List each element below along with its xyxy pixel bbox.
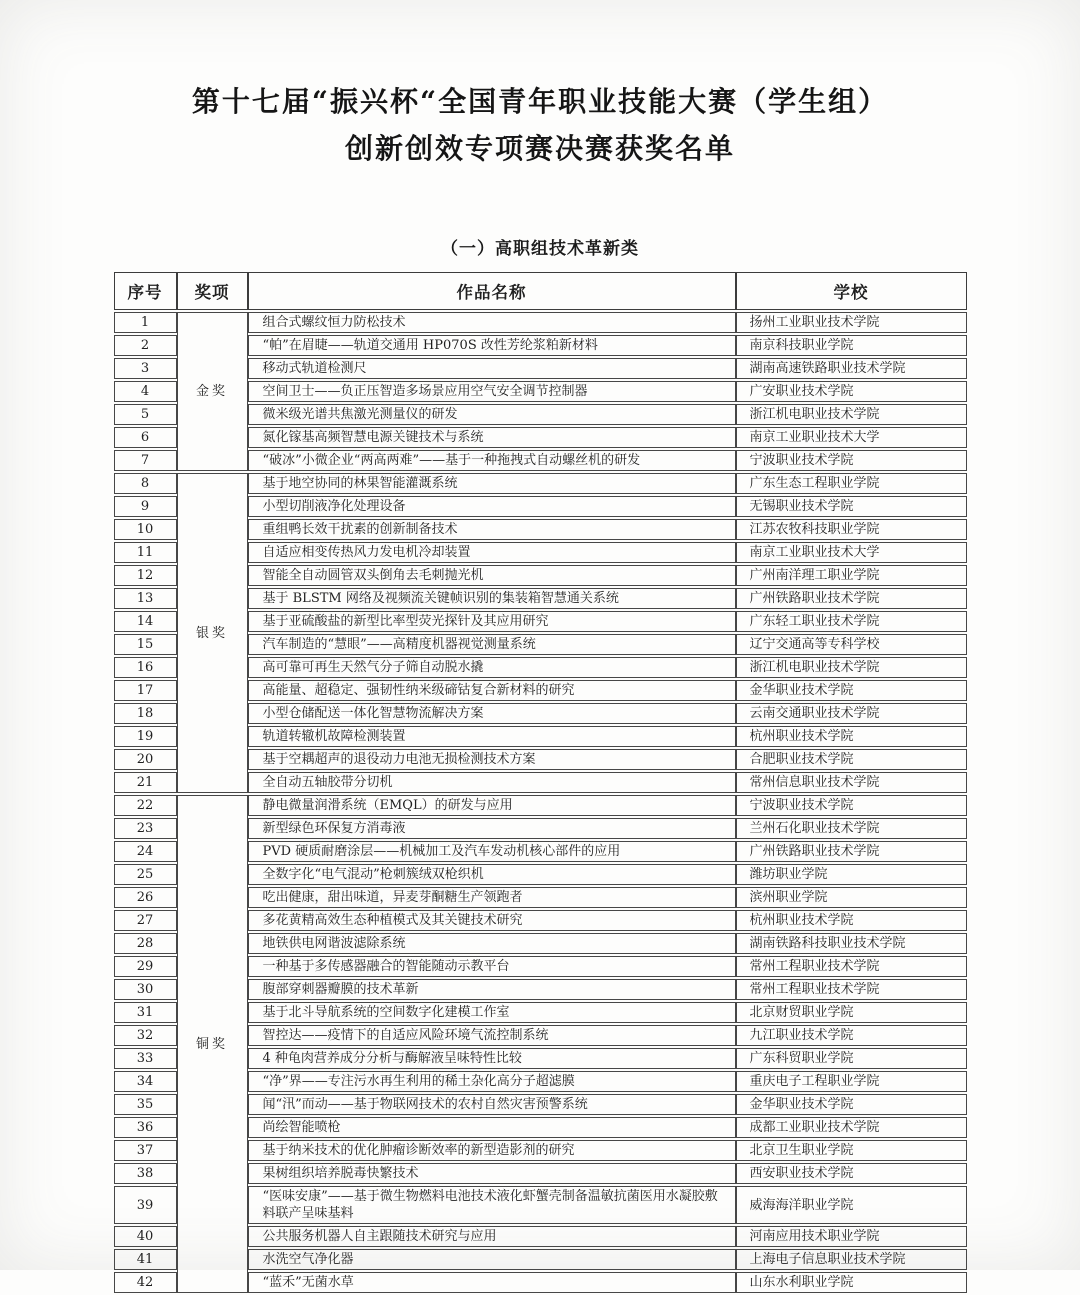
row-number: 22 xyxy=(114,795,177,816)
row-number: 1 xyxy=(114,312,177,333)
row-number: 20 xyxy=(114,749,177,770)
work-title-cell: 一种基于多传感器融合的智能随动示教平台 xyxy=(248,956,736,977)
row-number: 34 xyxy=(114,1071,177,1092)
row-number: 6 xyxy=(114,427,177,448)
row-number: 42 xyxy=(114,1272,177,1293)
work-title-cell: “帕”在眉睫——轨道交通用 HP070S 改性芳纶浆粕新材料 xyxy=(248,335,736,356)
row-number: 7 xyxy=(114,450,177,471)
award-cell: 银奖 xyxy=(177,473,248,793)
row-number: 32 xyxy=(114,1025,177,1046)
table-row xyxy=(114,473,967,494)
row-number: 35 xyxy=(114,1094,177,1115)
school-cell: 滨州职业学院 xyxy=(736,887,967,908)
school-cell: 扬州工业职业技术学院 xyxy=(736,312,967,333)
school-cell: 浙江机电职业技术学院 xyxy=(736,657,967,678)
school-cell: 杭州职业技术学院 xyxy=(736,910,967,931)
row-number: 21 xyxy=(114,772,177,793)
school-cell: 九江职业技术学院 xyxy=(736,1025,967,1046)
row-number: 28 xyxy=(114,933,177,954)
table-row xyxy=(114,795,967,816)
work-title-cell: 基于纳米技术的优化肿瘤诊断效率的新型造影剂的研究 xyxy=(248,1140,736,1161)
school-cell: 金华职业技术学院 xyxy=(736,680,967,701)
school-cell: 威海海洋职业学院 xyxy=(736,1186,967,1224)
school-cell: 西安职业技术学院 xyxy=(736,1163,967,1184)
row-number: 26 xyxy=(114,887,177,908)
school-cell: 辽宁交通高等专科学校 xyxy=(736,634,967,655)
row-number: 8 xyxy=(114,473,177,494)
work-title-cell: 尚绘智能喷枪 xyxy=(248,1117,736,1138)
work-title-cell: 地铁供电网谐波滤除系统 xyxy=(248,933,736,954)
work-title-cell: 吃出健康，甜出味道，异麦芽酮糖生产领跑者 xyxy=(248,887,736,908)
school-cell: 湖南铁路科技职业技术学院 xyxy=(736,933,967,954)
school-cell: 云南交通职业技术学院 xyxy=(736,703,967,724)
school-cell: 广州铁路职业技术学院 xyxy=(736,588,967,609)
row-number: 3 xyxy=(114,358,177,379)
work-title-cell: PVD 硬质耐磨涂层——机械加工及汽车发动机核心部件的应用 xyxy=(248,841,736,862)
work-title-cell: 全自动五轴胶带分切机 xyxy=(248,772,736,793)
row-number: 2 xyxy=(114,335,177,356)
work-title-cell: 自适应相变传热风力发电机冷却装置 xyxy=(248,542,736,563)
row-number: 23 xyxy=(114,818,177,839)
school-cell: 北京财贸职业学院 xyxy=(736,1002,967,1023)
work-title-cell: 高可靠可再生天然气分子筛自动脱水撬 xyxy=(248,657,736,678)
work-title-cell: 微米级光谱共焦激光测量仪的研发 xyxy=(248,404,736,425)
work-title-cell: 汽车制造的“慧眼”——高精度机器视觉测量系统 xyxy=(248,634,736,655)
row-number: 39 xyxy=(114,1186,177,1224)
header-award: 奖项 xyxy=(177,272,248,310)
school-cell: 广安职业技术学院 xyxy=(736,381,967,402)
work-title-cell: 小型切削液净化处理设备 xyxy=(248,496,736,517)
row-number: 4 xyxy=(114,381,177,402)
document-title-line-1: 第十七届“振兴杯“全国青年职业技能大赛（学生组） xyxy=(191,85,889,118)
school-cell: 合肥职业技术学院 xyxy=(736,749,967,770)
work-title-cell: 闻“汛”而动——基于物联网技术的农村自然灾害预警系统 xyxy=(248,1094,736,1115)
work-title-cell: “医味安康”——基于微生物燃料电池技术液化虾蟹壳制备温敏抗菌医用水凝胶敷料联产呈味基料 xyxy=(248,1186,736,1224)
school-cell: 杭州职业技术学院 xyxy=(736,726,967,747)
school-cell: 广州铁路职业技术学院 xyxy=(736,841,967,862)
work-title-cell: 新型绿色环保复方消毒液 xyxy=(248,818,736,839)
school-cell: 上海电子信息职业技术学院 xyxy=(736,1249,967,1270)
row-number: 18 xyxy=(114,703,177,724)
school-cell: 广东生态工程职业学院 xyxy=(736,473,967,494)
work-title-cell: 移动式轨道检测尺 xyxy=(248,358,736,379)
school-cell: 兰州石化职业技术学院 xyxy=(736,818,967,839)
work-title-cell: 全数字化“电气混动”枪刺簇绒双枪织机 xyxy=(248,864,736,885)
row-number: 27 xyxy=(114,910,177,931)
work-title-cell: 轨道转辙机故障检测装置 xyxy=(248,726,736,747)
header-school: 学校 xyxy=(736,272,967,310)
school-cell: 广东轻工职业技术学院 xyxy=(736,611,967,632)
school-cell: 重庆电子工程职业学院 xyxy=(736,1071,967,1092)
award-cell: 金奖 xyxy=(177,312,248,471)
row-number: 15 xyxy=(114,634,177,655)
row-number: 13 xyxy=(114,588,177,609)
school-cell: 南京工业职业技术大学 xyxy=(736,427,967,448)
work-title-cell: 智能全自动圆管双头倒角去毛刺抛光机 xyxy=(248,565,736,586)
school-cell: 山东水利职业学院 xyxy=(736,1272,967,1293)
school-cell: 常州信息职业技术学院 xyxy=(736,772,967,793)
school-cell: 宁波职业技术学院 xyxy=(736,450,967,471)
school-cell: 浙江机电职业技术学院 xyxy=(736,404,967,425)
row-number: 38 xyxy=(114,1163,177,1184)
award-cell: 铜奖 xyxy=(177,795,248,1293)
work-title-cell: 公共服务机器人自主跟随技术研究与应用 xyxy=(248,1226,736,1247)
work-title-cell: 智控达——疫情下的自适应风险环境气流控制系统 xyxy=(248,1025,736,1046)
row-number: 16 xyxy=(114,657,177,678)
row-number: 14 xyxy=(114,611,177,632)
work-title-cell: 小型仓储配送一体化智慧物流解决方案 xyxy=(248,703,736,724)
school-cell: 南京科技职业学院 xyxy=(736,335,967,356)
row-number: 11 xyxy=(114,542,177,563)
school-cell: 无锡职业技术学院 xyxy=(736,496,967,517)
work-title-cell: 基于亚硫酸盐的新型比率型荧光探针及其应用研究 xyxy=(248,611,736,632)
school-cell: 南京工业职业技术大学 xyxy=(736,542,967,563)
header-index: 序号 xyxy=(114,272,177,310)
row-number: 25 xyxy=(114,864,177,885)
row-number: 19 xyxy=(114,726,177,747)
work-title-cell: 腹部穿刺器瓣膜的技术革新 xyxy=(248,979,736,1000)
header-work-title: 作品名称 xyxy=(248,272,736,310)
work-title-cell: “蓝禾”无菌水草 xyxy=(248,1272,736,1293)
work-title-cell: 果树组织培养脱毒快繁技术 xyxy=(248,1163,736,1184)
school-cell: 金华职业技术学院 xyxy=(736,1094,967,1115)
work-title-cell: 静电微量润滑系统（EMQL）的研发与应用 xyxy=(248,795,736,816)
document-title xyxy=(0,0,1080,172)
row-number: 10 xyxy=(114,519,177,540)
school-cell: 广东科贸职业学院 xyxy=(736,1048,967,1069)
row-number: 5 xyxy=(114,404,177,425)
row-number: 33 xyxy=(114,1048,177,1069)
table-row xyxy=(114,312,967,333)
document-title-line-2: 创新创效专项赛决赛获奖名单 xyxy=(344,132,735,165)
school-cell: 常州工程职业技术学院 xyxy=(736,979,967,1000)
table-header-row xyxy=(114,272,967,310)
school-cell: 北京卫生职业学院 xyxy=(736,1140,967,1161)
work-title-cell: 基于地空协同的林果智能灌溉系统 xyxy=(248,473,736,494)
row-number: 24 xyxy=(114,841,177,862)
work-title-cell: 高能量、超稳定、强韧性纳米级碲钴复合新材料的研究 xyxy=(248,680,736,701)
work-title-cell: 4 种龟肉营养成分分析与酶解液呈味特性比较 xyxy=(248,1048,736,1069)
row-number: 17 xyxy=(114,680,177,701)
work-title-cell: 重组鸭长效干扰素的创新制备技术 xyxy=(248,519,736,540)
work-title-cell: 基于 BLSTM 网络及视频流关键帧识别的集装箱智慧通关系统 xyxy=(248,588,736,609)
school-cell: 宁波职业技术学院 xyxy=(736,795,967,816)
work-title-cell: 氮化镓基高频智慧电源关键技术与系统 xyxy=(248,427,736,448)
section-heading: （一）高职组技术革新类 xyxy=(441,239,639,259)
row-number: 36 xyxy=(114,1117,177,1138)
row-number: 29 xyxy=(114,956,177,977)
awards-table xyxy=(114,270,967,1295)
work-title-cell: 基于北斗导航系统的空间数字化建模工作室 xyxy=(248,1002,736,1023)
awards-table-body xyxy=(114,312,967,1293)
row-number: 40 xyxy=(114,1226,177,1247)
work-title-cell: 水洗空气净化器 xyxy=(248,1249,736,1270)
school-cell: 成都工业职业技术学院 xyxy=(736,1117,967,1138)
row-number: 37 xyxy=(114,1140,177,1161)
school-cell: 潍坊职业学院 xyxy=(736,864,967,885)
work-title-cell: “净”界——专注污水再生利用的稀土杂化高分子超滤膜 xyxy=(248,1071,736,1092)
row-number: 41 xyxy=(114,1249,177,1270)
row-number: 31 xyxy=(114,1002,177,1023)
school-cell: 广州南洋理工职业学院 xyxy=(736,565,967,586)
row-number: 30 xyxy=(114,979,177,1000)
work-title-cell: 基于空耦超声的退役动力电池无损检测技术方案 xyxy=(248,749,736,770)
school-cell: 江苏农牧科技职业学院 xyxy=(736,519,967,540)
work-title-cell: 空间卫士——负正压智造多场景应用空气安全调节控制器 xyxy=(248,381,736,402)
work-title-cell: 多花黄精高效生态种植模式及其关键技术研究 xyxy=(248,910,736,931)
work-title-cell: “破冰”小微企业“两高两难”——基于一种拖拽式自动螺丝机的研发 xyxy=(248,450,736,471)
school-cell: 湖南高速铁路职业技术学院 xyxy=(736,358,967,379)
row-number: 9 xyxy=(114,496,177,517)
work-title-cell: 组合式螺纹恒力防松技术 xyxy=(248,312,736,333)
school-cell: 常州工程职业技术学院 xyxy=(736,956,967,977)
school-cell: 河南应用技术职业学院 xyxy=(736,1226,967,1247)
row-number: 12 xyxy=(114,565,177,586)
